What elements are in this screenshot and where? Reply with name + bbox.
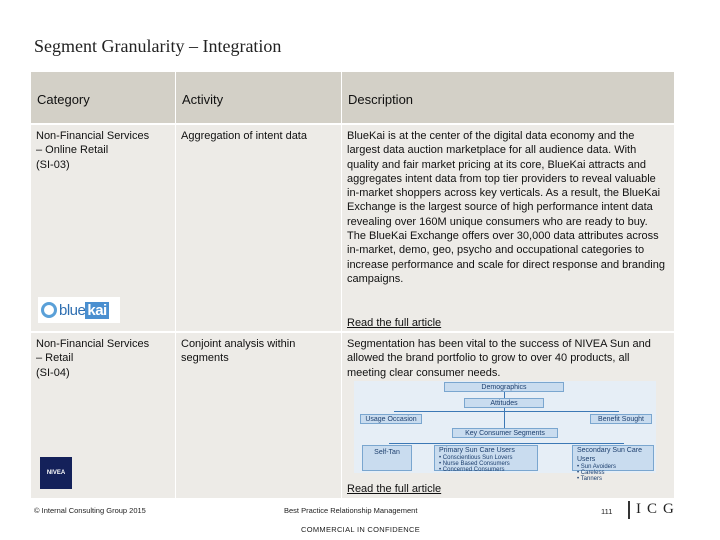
- bluekai-logo: [38, 297, 120, 323]
- diagram-connector: [394, 411, 619, 412]
- diagram-key-consumer-segments: Key Consumer Segments: [452, 428, 558, 438]
- diagram-self-tan-title: Self-Tan: [374, 449, 400, 456]
- description-cell: [342, 125, 674, 331]
- diagram-self-tan: [362, 445, 412, 471]
- activity-text: Conjoint analysis within segments: [181, 338, 296, 365]
- header-activity: [176, 72, 341, 123]
- diagram-secondary-title: Secondary Sun Care Users: [577, 447, 642, 463]
- header-description-label: Description: [348, 92, 414, 107]
- icg-logo: [628, 501, 678, 519]
- nivea-logo-text: NIVEA: [46, 470, 66, 476]
- activity-cell: [176, 333, 341, 498]
- activity-text: Aggregation of intent data: [181, 130, 307, 142]
- header-activity-label: Activity: [182, 92, 224, 107]
- footer-subtitle: Best Practice Relationship Management: [284, 506, 418, 515]
- header-description: [342, 72, 674, 123]
- diagram-secondary-item: • Careless: [577, 470, 605, 476]
- confidentiality-notice: COMMERCIAL IN CONFIDENCE: [301, 525, 421, 534]
- bluekai-logo-blue: blue: [59, 301, 86, 319]
- diagram-primary-title: Primary Sun Care Users: [439, 447, 515, 454]
- diagram-benefit-sought: Benefit Sought: [590, 414, 652, 424]
- table-header-row: [31, 72, 674, 123]
- read-full-article-link[interactable]: Read the full article: [347, 317, 442, 329]
- category-text: Non-Financial Services – Retail (SI-04): [36, 338, 150, 379]
- nivea-logo: [40, 457, 72, 489]
- page-number: 111: [601, 507, 613, 516]
- diagram-primary-item: • Conscientious Sun Lovers: [439, 455, 513, 461]
- table-row: [31, 333, 674, 498]
- description-text: BlueKai is at the center of the digital data economy and the largest data auction marketplace for all audience data. With quality and fair market pricing at its core, BlueKai attracts and aggregates intent data from top tier providers to reveal valuable in-market shoppers across key verticals. As a result, the BlueKai Exchange is the largest source of high performance intent data revealing over 160M unique consumers who are ready to buy. The BlueKai Exchange offers over 30,000 data attributes across in-market, demo, geo, psycho and occupational categories to increase performance and scale for direct response and branding campaigns.: [347, 130, 665, 285]
- description-cell: [342, 333, 674, 498]
- category-cell: [31, 125, 175, 331]
- diagram-secondary-item: • Sun Avoiders: [577, 464, 617, 470]
- category-text: Non-Financial Services – Online Retail (SI-03): [36, 130, 150, 171]
- header-category-label: Category: [37, 92, 90, 107]
- bluekai-logo-text: [59, 302, 109, 319]
- diagram-secondary-sun-care: [572, 445, 654, 482]
- category-cell: [31, 333, 175, 498]
- diagram-attitudes: Attitudes: [464, 398, 544, 408]
- segmentation-diagram: [354, 381, 656, 482]
- table-row: [31, 125, 674, 331]
- read-full-article-link[interactable]: Read the full article: [347, 483, 442, 495]
- diagram-connector: [504, 408, 505, 430]
- diagram-primary-item: • Nurse Based Consumers: [439, 461, 510, 467]
- slide-title: Segment Granularity – Integration: [34, 36, 282, 56]
- diagram-connector: [389, 443, 624, 444]
- header-category: [31, 72, 175, 123]
- diagram-usage-occasion: Usage Occasion: [360, 414, 422, 424]
- footer-copyright: © Internal Consulting Group 2015: [34, 506, 146, 515]
- icg-logo-text: ICG: [636, 501, 680, 517]
- diagram-primary-item: • Concerned Consumers: [439, 467, 505, 473]
- diagram-secondary-item: • Tanners: [577, 476, 603, 482]
- bluekai-logo-kai: kai: [87, 301, 107, 319]
- description-text: Segmentation has been vital to the success of NIVEA Sun and allowed the brand portfolio to grow to over 40 products, all meeting clear consumer needs.: [347, 338, 651, 379]
- activity-cell: [176, 125, 341, 331]
- bluekai-o-icon: [41, 302, 57, 318]
- diagram-primary-sun-care: [434, 445, 538, 471]
- diagram-demographics: Demographics: [444, 382, 564, 392]
